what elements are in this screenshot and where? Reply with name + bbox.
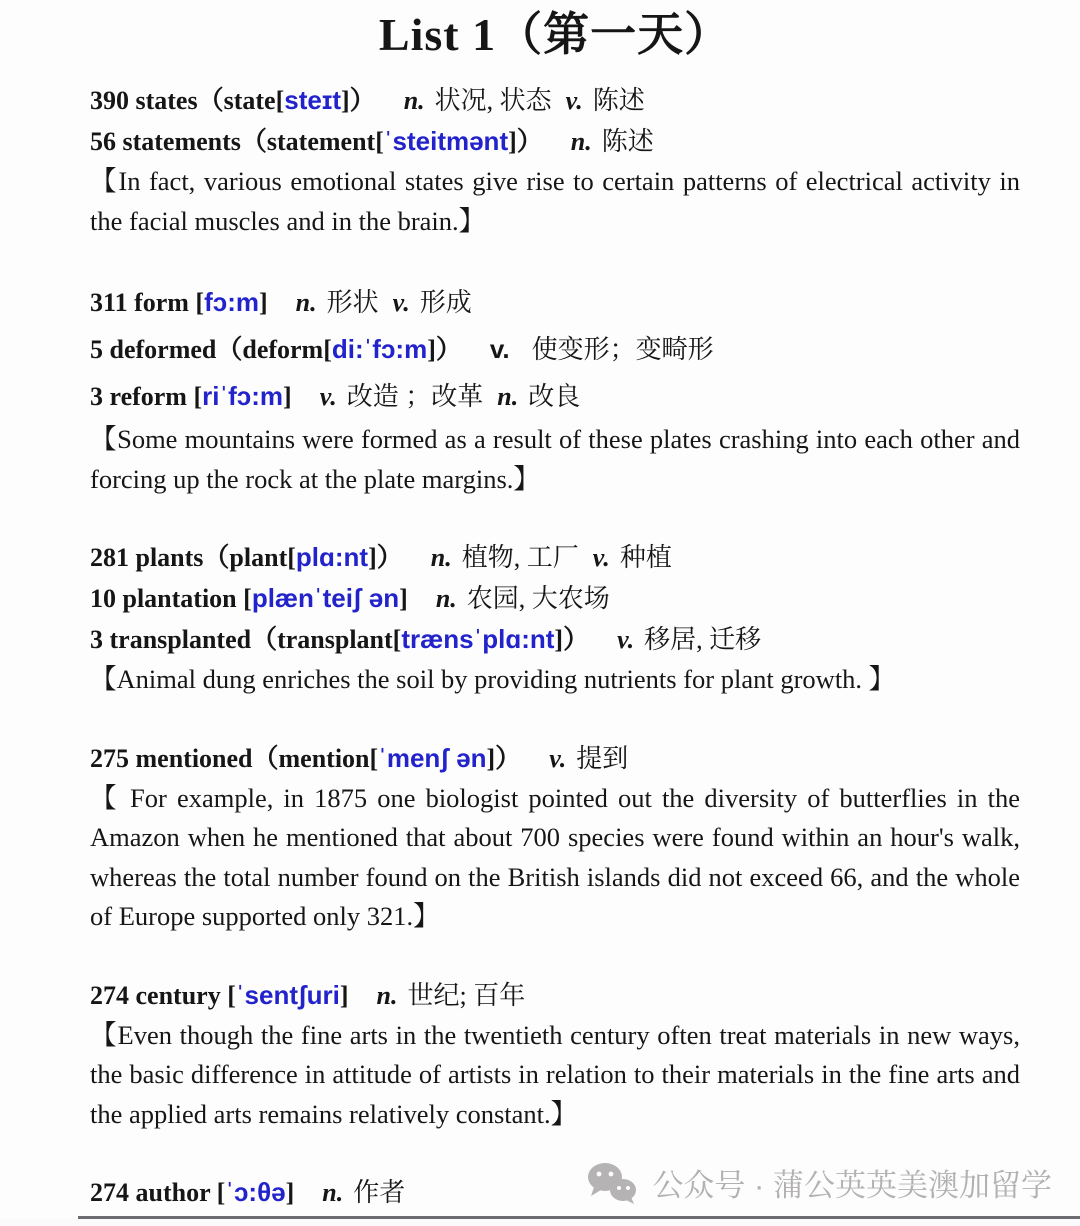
entry-senses <box>436 584 624 613</box>
part-of-speech: n. <box>570 127 592 156</box>
entry-word: 281 plants（plant[ <box>90 543 296 572</box>
vocab-section <box>90 537 1020 700</box>
entry-word: 3 transplanted（transplant[ <box>90 625 402 654</box>
sense <box>497 382 580 411</box>
vocab-entry <box>90 537 1020 578</box>
page-title-cn: （第一天） <box>496 9 732 60</box>
sense <box>593 543 672 572</box>
phonetic-transcription: ˈsentʃuri <box>235 979 340 1010</box>
part-of-speech: n. <box>403 86 425 115</box>
part-of-speech: v. <box>592 543 610 572</box>
phonetic-bracket: ]） <box>427 335 462 364</box>
chinese-meaning: 农园, 大农场 <box>466 584 610 613</box>
phonetic-transcription: di:ˈfɔ:m <box>331 334 428 364</box>
chinese-meaning: 改良 <box>528 382 581 411</box>
entry-senses <box>320 382 595 411</box>
part-of-speech: v. <box>549 743 567 773</box>
part-of-speech: v. <box>392 288 410 317</box>
phonetic-bracket: ]） <box>508 127 543 156</box>
part-of-speech: v. <box>617 625 635 654</box>
part-of-speech: n. <box>322 1178 344 1207</box>
sense <box>566 86 645 115</box>
vocab-entry <box>90 121 1020 162</box>
vocab-entry <box>90 619 1020 660</box>
wechat-icon <box>586 1161 638 1205</box>
phonetic-bracket: ]） <box>341 86 376 115</box>
entry-word: 311 form [ <box>90 288 205 317</box>
phonetic-transcription: plænˈteiʃ ən <box>251 583 400 613</box>
phonetic-bracket: ] <box>285 1178 295 1207</box>
sense <box>571 127 654 156</box>
entry-senses <box>404 86 659 115</box>
vocab-entry <box>90 80 1020 121</box>
phonetic-transcription: riˈfɔ:m <box>202 381 284 411</box>
chinese-meaning: 世纪; 百年 <box>407 980 526 1010</box>
part-of-speech: n. <box>430 543 452 572</box>
page-title-en: List 1 <box>378 9 497 60</box>
chinese-meaning: 提到 <box>576 743 629 773</box>
page-title <box>90 6 1020 64</box>
vocab-entry <box>90 578 1020 619</box>
vocab-entry <box>90 279 1020 326</box>
phonetic-bracket: ] <box>339 980 349 1010</box>
sense <box>436 584 610 613</box>
chinese-meaning: 形状 <box>326 288 379 317</box>
phonetic-transcription: plɑ:nt <box>295 542 369 572</box>
phonetic-bracket: ] <box>283 382 292 411</box>
entry-senses <box>296 288 486 317</box>
entry-senses <box>322 1178 419 1207</box>
chinese-meaning: 改造 ；改革 <box>346 382 484 411</box>
part-of-speech: v. <box>319 382 337 411</box>
phonetic-transcription: trænsˈplɑ:nt <box>401 624 555 654</box>
phonetic-transcription: ˈsteitmənt <box>383 126 509 156</box>
entry-word: 56 statements（statement[ <box>90 127 384 156</box>
chinese-meaning: 陈述 <box>592 86 645 115</box>
vocab-section <box>90 279 1020 499</box>
phonetic-bracket: ] <box>259 288 268 317</box>
vocab-entry <box>90 326 1020 373</box>
sense <box>404 86 552 115</box>
vocab-entry <box>90 975 1020 1016</box>
entry-senses <box>549 744 642 773</box>
part-of-speech: n. <box>497 382 519 411</box>
entry-word: 390 states（state[ <box>90 86 285 115</box>
sense <box>617 625 761 654</box>
entry-senses <box>431 543 686 572</box>
entry-word: 10 plantation [ <box>90 584 252 613</box>
phonetic-bracket: ]） <box>368 543 403 572</box>
sense <box>320 382 484 411</box>
entry-word: 3 reform [ <box>90 382 203 411</box>
entry-senses <box>490 335 728 364</box>
sense <box>490 335 714 364</box>
part-of-speech: n. <box>295 288 317 317</box>
phonetic-transcription: ˈmenʃ ən <box>378 742 487 773</box>
chinese-meaning: 陈述 <box>601 127 654 156</box>
example-sentence: 【Even though the fine arts in the twentieth century often treat materials in new ways, the basic difference in attitude of artists in relation to their materials in the fine arts and the applied arts remains relatively constant.】 <box>90 1019 1020 1129</box>
vocab-entry <box>90 373 1020 420</box>
watermark-label: 公众号 · 蒲公英英美澳加留学 <box>652 1168 1052 1203</box>
phonetic-bracket: ] <box>399 584 408 613</box>
watermark <box>586 1160 1052 1205</box>
vocab-section <box>90 80 1020 241</box>
phonetic-transcription: steɪt <box>284 85 342 115</box>
sense <box>431 543 579 572</box>
chinese-meaning: 种植 <box>619 543 672 572</box>
sense <box>393 288 472 317</box>
vocab-entry <box>90 738 1020 779</box>
chinese-meaning: 植物, 工厂 <box>461 543 579 572</box>
part-of-speech: n. <box>376 980 398 1010</box>
sense <box>322 1178 405 1207</box>
entry-word: 274 author [ <box>90 1178 226 1207</box>
example-sentence: 【Animal dung enriches the soil by providing nutrients for plant growth. 】 <box>90 664 896 694</box>
phonetic-transcription: ˈɔ:θə <box>225 1177 286 1207</box>
chinese-meaning: 作者 <box>353 1178 406 1207</box>
word-list <box>90 80 1020 1213</box>
example-sentence: 【In fact, various emotional states give rise to certain patterns of electrical activity in the facial muscles and in the brain.】 <box>90 166 1020 236</box>
entry-senses <box>617 625 775 654</box>
entry-senses <box>571 127 668 156</box>
entry-word: 275 mentioned（mention[ <box>90 743 379 773</box>
part-of-speech: v. <box>489 334 510 364</box>
sense <box>377 981 526 1010</box>
part-of-speech: v. <box>565 86 583 115</box>
chinese-meaning: 形成 <box>419 288 472 317</box>
sense <box>296 288 379 317</box>
example-sentence: 【 For example, in 1875 one biologist pointed out the diversity of butterflies in the Amazon when he mentioned that about 700 species were found within an hour's walk, whereas the total number found on the British islands did not exceed 66, and the whole of Europe supported only 321.】 <box>90 782 1020 931</box>
entry-word: 5 deformed（deform[ <box>90 335 332 364</box>
part-of-speech: n. <box>435 584 457 613</box>
example-sentence: 【Some mountains were formed as a result of these plates crashing into each other and forcing up the rock at the plate margins.】 <box>90 424 1020 494</box>
entry-senses <box>377 981 540 1010</box>
bottom-divider <box>78 1216 1080 1219</box>
phonetic-bracket: ]） <box>554 625 590 654</box>
page-bottom-strip <box>0 1219 1080 1226</box>
chinese-meaning: 状况, 状态 <box>434 86 552 115</box>
vocab-section <box>90 975 1020 1135</box>
chinese-meaning: 使变形；变畸形 <box>531 335 714 364</box>
entry-word: 274 century [ <box>90 980 236 1010</box>
phonetic-transcription: fɔ:m <box>204 287 259 317</box>
chinese-meaning: 移居, 迁移 <box>644 625 762 654</box>
phonetic-bracket: ]） <box>486 743 522 773</box>
sense <box>549 744 628 773</box>
vocab-section <box>90 738 1020 937</box>
